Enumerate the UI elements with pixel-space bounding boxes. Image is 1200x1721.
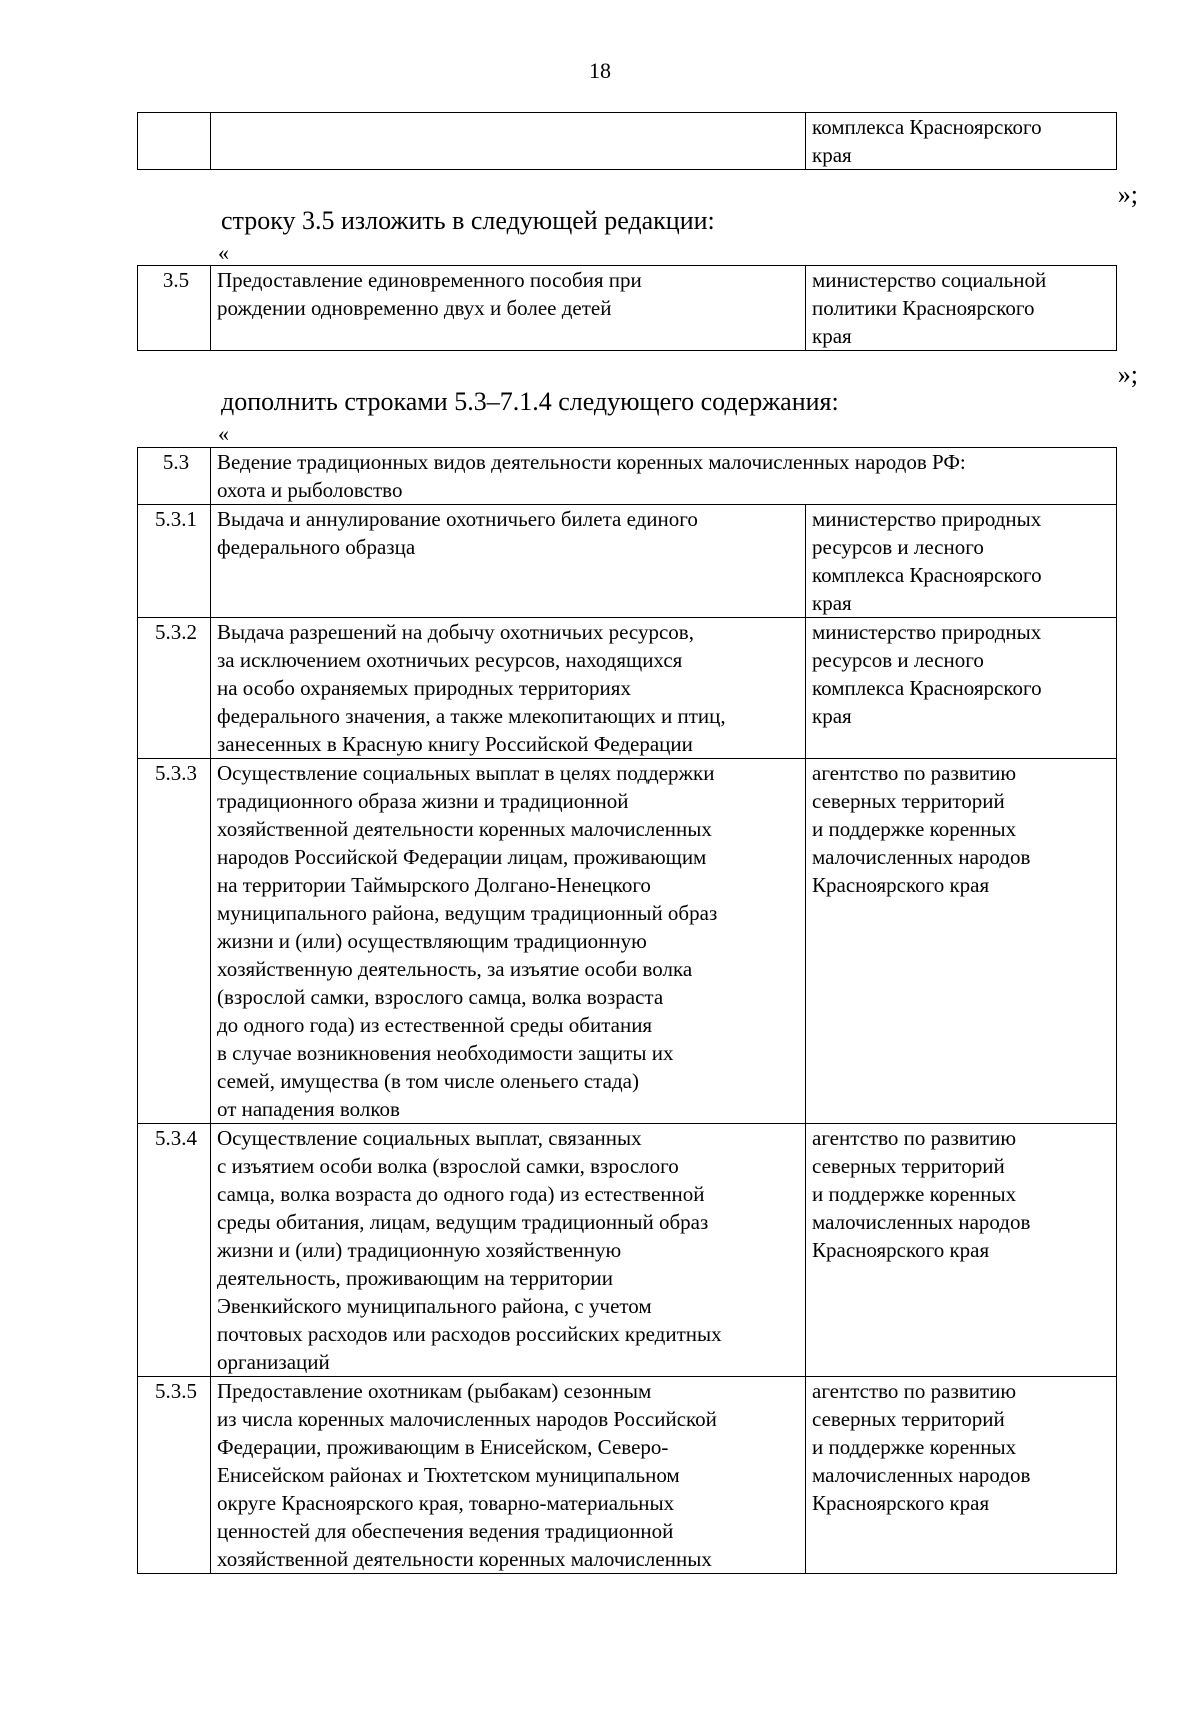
text-line: комплекса Красноярского bbox=[812, 115, 1042, 139]
text-line: и поддержке коренных bbox=[812, 1435, 1017, 1459]
responsible-body-cell bbox=[806, 1377, 1117, 1574]
responsible-body-cell bbox=[806, 759, 1117, 1124]
text-line: традиционного образа жизни и традиционной bbox=[217, 789, 629, 813]
text-line: края bbox=[812, 591, 852, 615]
table-row bbox=[138, 618, 1117, 759]
closing-quote-1: »; bbox=[1117, 180, 1138, 209]
service-description-cell bbox=[211, 266, 806, 351]
text-line: жизни и (или) традиционную хозяйственную bbox=[217, 1238, 622, 1262]
text-line: агентство по развитию bbox=[812, 761, 1017, 785]
text-line: Выдача и аннулирование охотничьего билета единого bbox=[217, 507, 698, 531]
text-line: министерство природных bbox=[812, 620, 1042, 644]
text-line: края bbox=[812, 704, 852, 728]
text-line: северных территорий bbox=[812, 789, 1005, 813]
text-line: Федерации, проживающим в Енисейском, Северо- bbox=[217, 1435, 669, 1459]
row-number-cell: 5.3.1 bbox=[138, 505, 211, 618]
text-line: из числа коренных малочисленных народов Российской bbox=[217, 1407, 717, 1431]
table-row-3-5 bbox=[137, 265, 1117, 351]
text-line: от нападения волков bbox=[217, 1097, 400, 1121]
text-line: охота и рыболовство bbox=[217, 478, 403, 502]
service-description-cell bbox=[211, 618, 806, 759]
text-line: на особо охраняемых природных территориях bbox=[217, 676, 631, 700]
text-line: министерство природных bbox=[812, 507, 1042, 531]
text-line: округе Красноярского края, товарно-материальных bbox=[217, 1491, 675, 1515]
row-number-cell bbox=[138, 113, 211, 170]
row-number-cell: 5.3.5 bbox=[138, 1377, 211, 1574]
responsible-body-cell bbox=[806, 618, 1117, 759]
text-line: жизни и (или) осуществляющим традиционную bbox=[217, 929, 647, 953]
row-number-cell: 5.3.3 bbox=[138, 759, 211, 1124]
text-line: комплекса Красноярского bbox=[812, 676, 1042, 700]
text-line: почтовых расходов или расходов российских кредитных bbox=[217, 1322, 722, 1346]
text-line: и поддержке коренных bbox=[812, 817, 1017, 841]
service-description-cell bbox=[211, 1377, 806, 1574]
service-description-cell bbox=[211, 505, 806, 618]
row-number-cell: 3.5 bbox=[138, 266, 211, 351]
text-line: Предоставление охотникам (рыбакам) сезонным bbox=[217, 1379, 652, 1403]
instruction-paragraph-2: дополнить строками 5.3–7.1.4 следующего содержания: bbox=[221, 387, 839, 416]
text-line: федерального значения, а также млекопитающих и птиц, bbox=[217, 704, 726, 728]
service-description-cell bbox=[211, 759, 806, 1124]
text-line: занесенных в Красную книгу Российской Федерации bbox=[217, 732, 693, 756]
text-line: северных территорий bbox=[812, 1154, 1005, 1178]
text-line: семей, имущества (в том числе оленьего стада) bbox=[217, 1069, 639, 1093]
text-line: народов Российской Федерации лицам, проживающим bbox=[217, 845, 707, 869]
instruction-paragraph-1: строку 3.5 изложить в следующей редакции: bbox=[221, 206, 715, 235]
table-row bbox=[138, 113, 1117, 170]
text-line: организаций bbox=[217, 1350, 330, 1374]
table-rows-5-3 bbox=[137, 447, 1117, 1574]
row-number-cell: 5.3.2 bbox=[138, 618, 211, 759]
opening-quote-1: « bbox=[218, 240, 229, 265]
responsible-body-cell bbox=[806, 266, 1117, 351]
text-line: хозяйственной деятельности коренных малочисленных bbox=[217, 817, 712, 841]
text-line: и поддержке коренных bbox=[812, 1182, 1017, 1206]
text-line: до одного года) из естественной среды обитания bbox=[217, 1013, 653, 1037]
text-line: за исключением охотничьих ресурсов, находящихся bbox=[217, 648, 683, 672]
text-line: малочисленных народов bbox=[812, 1463, 1031, 1487]
text-line: самца, волка возраста до одного года) из естественной bbox=[217, 1182, 705, 1206]
text-line: Красноярского края bbox=[812, 1491, 990, 1515]
text-line: деятельность, проживающим на территории bbox=[217, 1266, 614, 1290]
service-description-cell bbox=[211, 1124, 806, 1377]
text-line: в случае возникновения необходимости защиты их bbox=[217, 1041, 674, 1065]
text-line: ресурсов и лесного bbox=[812, 648, 984, 672]
row-number-cell: 5.3.4 bbox=[138, 1124, 211, 1377]
text-line: комплекса Красноярского bbox=[812, 563, 1042, 587]
section-title-cell bbox=[211, 448, 1117, 505]
text-line: малочисленных народов bbox=[812, 845, 1031, 869]
table-row bbox=[138, 759, 1117, 1124]
text-line: на территории Таймырского Долгано-Ненецкого bbox=[217, 873, 651, 897]
text-line: Осуществление социальных выплат, связанных bbox=[217, 1126, 642, 1150]
table-section-header bbox=[138, 448, 1117, 505]
text-line: агентство по развитию bbox=[812, 1126, 1017, 1150]
responsible-body-cell bbox=[806, 505, 1117, 618]
text-line: рождении одновременно двух и более детей bbox=[217, 296, 612, 320]
table-row bbox=[138, 1124, 1117, 1377]
text-line: Красноярского края bbox=[812, 873, 990, 897]
text-line: Ведение традиционных видов деятельности коренных малочисленных народов РФ: bbox=[217, 450, 966, 474]
table-continuation bbox=[137, 112, 1117, 170]
text-line: политики Красноярского bbox=[812, 296, 1035, 320]
text-line: малочисленных народов bbox=[812, 1210, 1031, 1234]
table-row bbox=[138, 1377, 1117, 1574]
closing-quote-2: »; bbox=[1117, 360, 1138, 389]
service-description-cell bbox=[211, 113, 806, 170]
text-line: агентство по развитию bbox=[812, 1379, 1017, 1403]
text-line: Осуществление социальных выплат в целях поддержки bbox=[217, 761, 715, 785]
text-line: хозяйственную деятельность, за изъятие особи волка bbox=[217, 957, 693, 981]
text-line: среды обитания, лицам, ведущим традиционный образ bbox=[217, 1210, 709, 1234]
text-line: муниципального района, ведущим традиционный образ bbox=[217, 901, 718, 925]
text-line: края bbox=[812, 143, 852, 167]
text-line: Енисейском районах и Тюхтетском муниципальном bbox=[217, 1463, 680, 1487]
opening-quote-2: « bbox=[218, 421, 229, 446]
text-line: края bbox=[812, 324, 852, 348]
table-row bbox=[138, 266, 1117, 351]
text-line: министерство социальной bbox=[812, 268, 1047, 292]
text-line: федерального образца bbox=[217, 535, 416, 559]
text-line: хозяйственной деятельности коренных малочисленных bbox=[217, 1547, 712, 1571]
text-line: ресурсов и лесного bbox=[812, 535, 984, 559]
text-line: ценностей для обеспечения ведения традиционной bbox=[217, 1519, 674, 1543]
text-line: Выдача разрешений на добычу охотничьих ресурсов, bbox=[217, 620, 694, 644]
text-line: с изъятием особи волка (взрослой самки, взрослого bbox=[217, 1154, 679, 1178]
responsible-body-cell bbox=[806, 1124, 1117, 1377]
text-line: (взрослой самки, взрослого самца, волка возраста bbox=[217, 985, 664, 1009]
text-line: северных территорий bbox=[812, 1407, 1005, 1431]
text-line: Эвенкийского муниципального района, с учетом bbox=[217, 1294, 652, 1318]
table-row bbox=[138, 505, 1117, 618]
text-line: Красноярского края bbox=[812, 1238, 990, 1262]
text-line: Предоставление единовременного пособия при bbox=[217, 268, 642, 292]
page-number: 18 bbox=[589, 58, 611, 83]
row-number-cell: 5.3 bbox=[138, 448, 211, 505]
responsible-body-cell bbox=[806, 113, 1117, 170]
